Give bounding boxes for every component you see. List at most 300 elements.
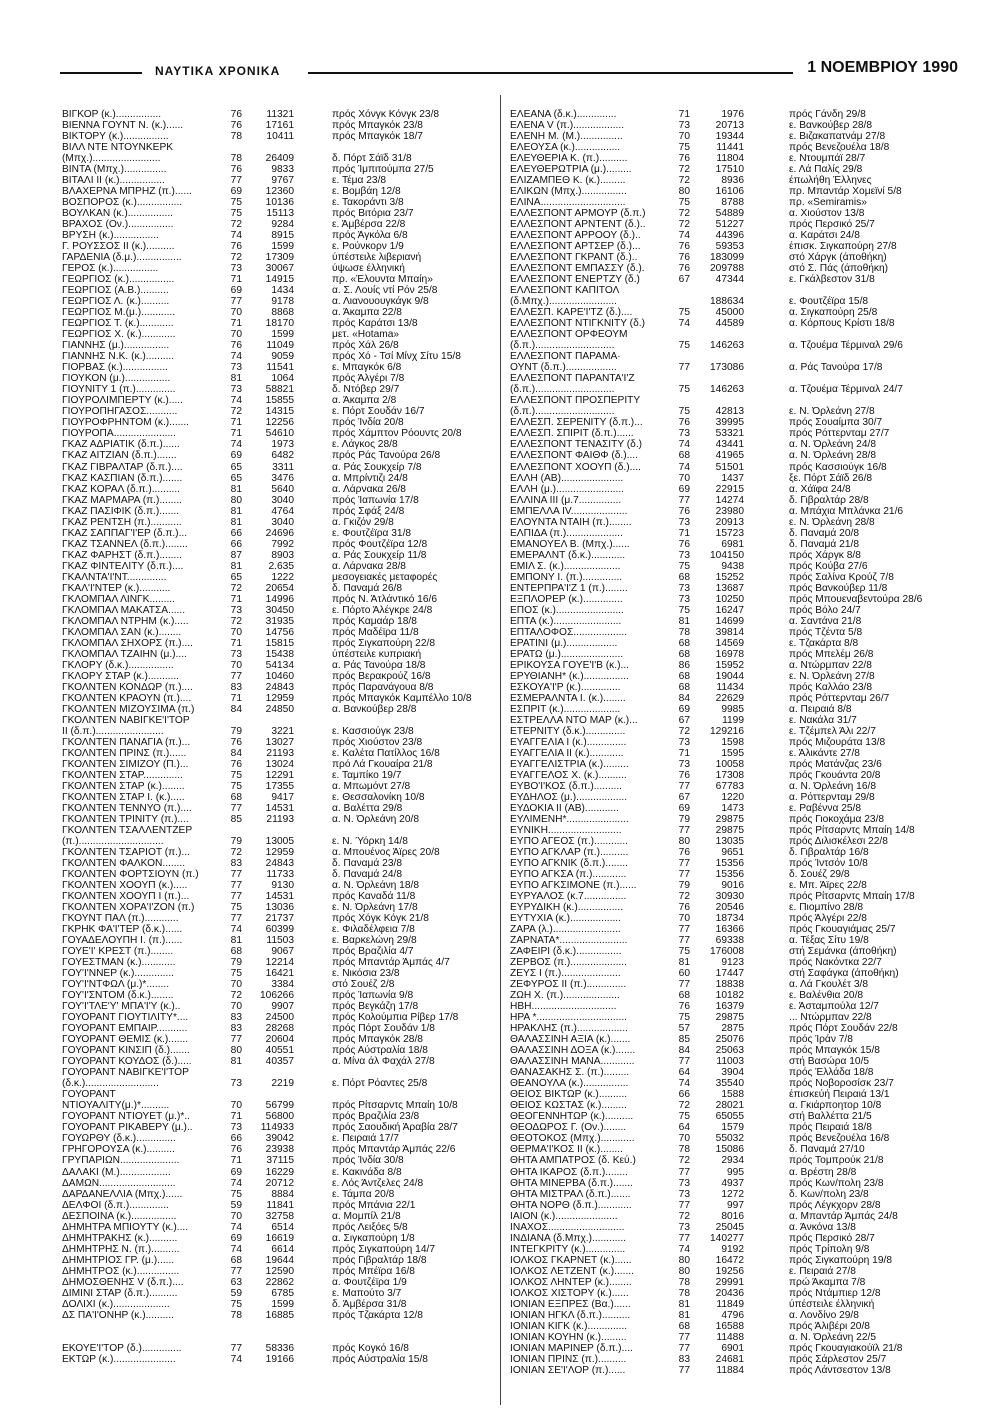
tonnage: 44396 [715,230,744,242]
tonnage: 1599 [271,329,294,341]
ship-name: ΙΟΛΚΟΣ ΛΕΤΖΕΝΤ (κ.)....... [510,1265,634,1277]
ship-status: ε. Ν. Όρλεάνη 27/8 [789,670,875,682]
tonnage: 1220 [721,791,744,803]
ship-status: πρός Φουτζέϊρα 12/8 [332,538,428,550]
ship-entry [510,990,960,1001]
ship-name: ΓΚΟΛΝΤΕΝ ΠΡΙΝΣ (π.)...... [62,747,187,759]
build-year: 75 [678,1012,690,1024]
ship-name: ΒΙΤΑΛΙ ΙΙ (κ.)................ [62,175,165,187]
ship-name: ΕΛΛΗ (ΑΒ)...................... [510,472,624,484]
ship-entry [62,506,482,517]
build-year: 69 [678,802,690,814]
ship-name: ΓΚΛΟΡΥ ΣΤΑΡ (κ.)........... [62,670,180,682]
build-year: 71 [230,1111,242,1123]
build-year: 79 [678,880,690,892]
ship-entry [510,109,960,120]
ship-entry [62,1122,482,1133]
ship-entry [510,329,960,340]
ship-name: ΓΚΛΟΜΠΑΛ ΤΖΑΙΗΝ (μ.).... [62,648,187,660]
build-year: 83 [678,1353,690,1365]
ship-entry [62,384,482,395]
ship-status: πρός Περσικό 28/7 [789,1232,875,1244]
ship-status: πρός Μπαγκόκ Καμπέλλο 10/8 [332,692,472,704]
tonnage: 16421 [265,968,294,980]
ship-name: ΓΚΟΛΝΤΕΝ ΤΣΑΛΛΕΝΤΖΕΡ [62,825,193,837]
ship-status: πρός Μπουεναβεντούρα 28/6 [789,593,923,605]
ship-status: δ. Άμβέρσα 31/8 [332,1298,407,1310]
tonnage: 14315 [265,406,294,418]
ship-status: ε. Πόρτ Ρόαντες 25/8 [332,1078,428,1090]
tonnage: 32758 [265,1210,294,1222]
build-year: 73 [678,428,690,440]
ship-entry [62,439,482,450]
build-year: 71 [230,274,242,286]
ship-name: ΓΚΟΛΝΤΕΝ ΤΕΝΝΥΟ (π.).... [62,802,192,814]
ship-name: ΖΕΦΥΡΟΣ ΙΙ (π.).............. [510,979,627,991]
ship-name: ΕΛΛΕΣΠΟΝΤ ΑΡΤΣΕΡ (δ.)... [510,241,641,253]
ship-entry [510,395,960,406]
tonnage: 58336 [265,1342,294,1354]
build-year: 74 [230,1243,242,1255]
ship-entry [510,726,960,737]
ship-status: πρός Μπάνια 22/1 [332,1199,416,1211]
build-year: 77 [230,880,242,892]
ship-name: ΕΛΙΚΩΝ (Μπχ.)................ [510,186,627,198]
ship-status: πρός Σφάξ 24/8 [332,505,405,517]
tonnage: 146263 [710,340,744,352]
ship-entry [510,1277,960,1288]
ship-name: ΗΡΑ *................................ [510,1012,627,1024]
ship-entry [510,880,960,891]
ship-status: πρός Βενεζουέλα 18/8 [789,142,890,154]
build-year: 73 [678,1177,690,1189]
ship-status: α. Σιγκαπούρη 1/8 [332,1232,415,1244]
build-year: 73 [230,1122,242,1134]
build-year: 74 [230,1177,242,1189]
build-year: 76 [678,241,690,253]
build-year: 72 [678,164,690,176]
ship-name: ΓΚΟΛΝΤΕΝ ΤΡΙΝΙΤΥ (π.).... [62,814,189,825]
build-year: 70 [230,307,242,319]
build-year: 73 [678,1221,690,1233]
ship-status: ε. Τζέμπελ Άλι 22/7 [789,725,876,737]
ship-entry [510,351,960,362]
ship-entry [510,1155,960,1166]
build-year: 77 [230,670,242,682]
ship-name: ΙΙ (δ.π.)........................ [62,725,164,737]
ship-entry [62,902,482,913]
ship-name: ΕΛΛΕΣΠΟΝΤ ΝΤΙΓΚΝΙΤΥ (δ.) [510,318,645,330]
ship-name: ΒΙΛΛ ΝΤΕ ΝΤΟΥΝΚΕΡΚ [62,142,174,154]
build-year: 76 [678,902,690,914]
ship-name: ΕΛΛΕΣΠ. ΣΠΙΡΙΤ (δ.π.)...... [510,428,634,440]
ship-name: ΗΡΑΚΛΗΣ (π.).................. [510,1023,628,1035]
ship-name: ΓΚΑΖ ΠΑΣΙΦΙΚ (δ.π.)....... [62,505,180,517]
ship-entry [510,1310,960,1321]
ship-entry [62,329,482,340]
ship-status: δ. Παναμά 26/8 [332,582,402,594]
ship-entry [510,1321,960,1332]
build-year: 77 [678,1232,690,1244]
ship-status: ε. Πειραιά 27/8 [789,1265,856,1277]
build-year: 78 [678,1287,690,1299]
tonnage: 8884 [271,1188,294,1200]
ship-name: ΕΛΟΥΝΤΑ ΝΤΑΙΗ (π.)........ [510,516,632,528]
build-year: 70 [678,1133,690,1145]
ship-name: ΙΝΑΧΟΣ........................... [510,1221,625,1233]
ship-entry [510,660,960,671]
ship-status: έπωλήθη Έλληνες [789,175,872,187]
ship-entry [510,175,960,186]
ship-entry [62,880,482,891]
tonnage: 1199 [722,714,744,726]
ship-name: ΓΚΛΟΜΠΑΛ ΛΙΝΓΚ......... [62,593,175,605]
tonnage: 9067 [271,946,294,958]
build-year: 75 [230,769,242,781]
build-year: 72 [230,406,242,418]
ship-name: ΙΟΝΙΑΝ ΚΟΥΗΝ (κ.)......... [510,1331,627,1343]
tonnage: 37115 [266,1155,294,1167]
ship-entry [62,539,482,550]
ship-entry [62,924,482,935]
ship-name: ΘΑΛΑΣΣΙΝΗ ΜΑΝΑ............ [510,1056,635,1068]
ship-status: α. Φουτζέϊρα 1/9 [332,1276,407,1288]
header-rule-left [60,72,142,74]
tonnage: 6514 [271,1221,294,1233]
ship-entry [510,1056,960,1067]
build-year: 70 [678,472,690,484]
ship-name: ΓΚΟΥΝΤ ΠΑΛ (π.)............ [62,913,179,925]
tonnage: 9016 [721,880,744,892]
ship-entry [62,935,482,946]
build-year: 73 [230,362,242,374]
ship-entry [62,825,482,836]
ship-status: ε. Τέμα 23/8 [332,175,387,187]
tonnage: 54134 [265,659,294,671]
build-year: 77 [230,869,242,881]
ship-entry [510,362,960,373]
ship-status: πρός Βόλο 24/7 [789,604,861,616]
ship-status: πρός Σιγκαπούρη 19/8 [789,1254,892,1266]
tonnage: 15356 [715,869,744,881]
build-year: 83 [230,681,242,693]
ship-status: α. Άκαμπα 22/8 [332,307,402,319]
ship-status: έπισκ. Σιγκαπούρη 27/8 [789,241,897,253]
ship-entry [510,406,960,417]
ship-entry [510,979,960,990]
ship-status: α. Ν. Όρλεάνη 16/8 [789,780,877,792]
ship-name: ΕΥΠΟ ΑΓΚΣΑ (π.)............ [510,869,627,881]
build-year: 69 [230,186,242,198]
tonnage: 10182 [715,990,744,1002]
tonnage: 35540 [715,1078,744,1090]
build-year: 80 [678,1265,690,1277]
build-year: 72 [678,891,690,903]
tonnage: 9907 [271,1001,294,1013]
build-year: 76 [230,340,242,352]
tonnage: 995 [727,1166,744,1178]
build-year: 68 [678,637,690,649]
ship-status: πρός Σουαίμπα 30/7 [789,417,883,429]
ship-name: ΓΕΩΡΓΙΟΣ (Α.Β.).......... [62,285,169,297]
ship-status: πρός Λέγκχορν 28/8 [789,1199,881,1211]
ship-name: ΒΡΑΧΟΣ (Ον.)................ [62,219,174,231]
build-year: 72 [230,990,242,1002]
ship-entry [62,1155,482,1166]
ship-status: πρός Κων/πολη 23/8 [789,1177,884,1189]
tonnage: 19044 [715,670,744,682]
ship-entry [510,1299,960,1310]
ship-name: ΓΙΑΝΝΗΣ (μ.)................ [62,340,170,352]
ship-status: πρός Χιούστον 23/8 [332,736,423,748]
ship-entry [510,913,960,924]
build-year: 68 [678,670,690,682]
ship-entry [62,1222,482,1233]
ship-name: ΔΕΛΦΟΙ (δ.π.).............. [62,1199,169,1211]
ship-entry [62,164,482,175]
tonnage: 30930 [715,891,744,903]
ship-entry [62,847,482,858]
ship-entry [62,417,482,428]
tonnage: 8868 [271,307,294,319]
ship-name: ΖΕΡΒΟΣ (π.).................... [510,957,627,969]
ship-entry [510,770,960,781]
tonnage: 9059 [271,351,294,363]
build-year: 77 [678,362,690,374]
tonnage: 9833 [271,164,294,176]
tonnage: 1588 [721,1089,744,1101]
ship-name: ΕΛΕΝΑ V (π.).................. [510,120,625,132]
ship-name: (Μπχ.)........................ [62,153,161,165]
ship-name: ΕΜΠΕΛΛΑ ΙV.................... [510,505,628,517]
tonnage: 173086 [710,362,744,374]
ship-entry [510,935,960,946]
build-year: 74 [230,230,242,242]
tonnage: 1976 [721,109,744,120]
ship-status: μεσογειακές μεταφορές [332,571,438,583]
ship-entry [510,781,960,792]
ship-entry [510,759,960,770]
ship-name: ΓΕΩΡΓΙΟΣ Λ. (κ.).......... [62,296,170,308]
tonnage: 20654 [265,582,294,594]
tonnage: 29875 [715,814,744,825]
tonnage: 14569 [715,637,744,649]
tonnage: 3904 [721,1067,744,1079]
build-year: 65 [230,472,242,484]
ship-entry [62,1354,482,1365]
tonnage: 56800 [265,1111,294,1123]
ship-status: πρός Λειξόες 5/8 [332,1221,408,1233]
build-year: 75 [230,197,242,209]
build-year: 75 [230,1188,242,1200]
ship-status: δ. Ντόβερ 29/7 [332,384,400,396]
ship-entry [510,1233,960,1244]
ship-status: α. Μπουένος Άϊρες 20/8 [332,847,440,859]
ship-name: ΓΡΥΠΑΡΙΩΝ..................... [62,1155,180,1167]
ship-entry [510,1332,960,1343]
ship-name: ΕΠΟΣ (κ.)........................ [510,604,624,616]
ship-entry [62,528,482,539]
ship-name: ΕΣΚΟΥΑ'Ι'Ρ (κ.).............. [510,681,621,693]
ship-status: ε. Φιλαδέλφεια 7/8 [332,924,415,936]
ship-status: α. Ράς Σουκχείρ 11/8 [332,549,427,561]
tonnage: 16588 [715,1320,744,1332]
ship-status: α. Καράτσι 24/8 [789,230,860,242]
tonnage: 15952 [715,659,744,671]
ship-entry [510,153,960,164]
ship-name: ΕΛΛΕΣΠΟΝΤ ΠΡΟΣΠΕΡΙΤΥ [510,395,641,407]
tonnage: 3040 [271,516,294,528]
ship-entry [510,263,960,274]
ship-status: α. Άκαμπα 2/8 [332,395,397,407]
ship-entry [62,858,482,869]
build-year: 70 [230,329,242,341]
ship-status: α. Γκιζόν 29/8 [332,516,394,528]
ship-name: ΓΚΑΖ ΣΑΠΠΑΓ'Ι'ΕΡ (δ.π.)... [62,527,188,539]
build-year: 67 [678,714,690,726]
ship-name: ΙΝΤΕΓΚΡΙΤΥ (κ.).............. [510,1243,626,1255]
tonnage: 16472 [715,1254,744,1266]
ship-name: ΒΟΥΛΚΑΝ (κ.)................ [62,208,174,220]
ship-status: πρός Καλλάο 23/8 [789,681,873,693]
tonnage: 9284 [271,219,294,231]
ship-name: ΕΥΔΟΚΙΑ ΙΙ (ΑΒ)............ [510,802,619,814]
ship-status: πρός Βεγκάζη 17/8 [332,1001,419,1013]
ship-name: ΓΟΥΟΡΑΝΤ ΝΤΙΟΥΕΤ (μ.)*.. [62,1111,190,1123]
ship-entry [510,340,960,351]
ship-entry [510,208,960,219]
ship-name: ΓΟΥΕΣΤΜΑΝ (κ.)............ [62,957,176,969]
ship-entry [62,230,482,241]
tonnage: 13005 [265,836,294,848]
tonnage: 14915 [265,274,294,286]
ship-status: πρός Ίαπωνία 17/8 [332,494,419,506]
ship-name: ΔΟΛΙΧΙ (κ.).................... [62,1298,170,1310]
ship-status: ε. Ν. Ύόρκη 14/8 [332,836,408,848]
ship-name: ΒΙΝΤΑ (Μπχ.)............... [62,164,167,176]
ship-name: ΓΟΥ'Ι'ΝΤΦΩΛ (μ.)*........ [62,979,170,991]
build-year: 77 [678,1331,690,1343]
tonnage: 44589 [715,318,744,330]
ship-entry [510,1078,960,1089]
build-year: 80 [230,1045,242,1057]
ship-status: ε. Βιζακαπατνάμ 27/8 [789,131,886,143]
tonnage: 183099 [710,252,744,264]
tonnage: 16619 [265,1232,294,1244]
ship-status: πρός Μπαγκόκ 28/8 [332,1034,423,1046]
ship-name: ΒΛΑΧΕΡΝΑ ΜΠΡΗΖ (π.)...... [62,186,192,198]
build-year: 71 [230,637,242,649]
build-year: 73 [678,120,690,132]
ship-name: ΓΚΟΛΝΤΕΝ ΦΟΡΤΣΙΟΥΝ (π.) [62,869,199,881]
tonnage: 10058 [715,758,744,770]
ship-status: πρός Βιτόρια 23/7 [332,208,414,220]
ship-entry [62,241,482,252]
tonnage: 17309 [265,252,294,264]
tonnage: 11503 [266,935,294,947]
ship-status: α. Βρέστη 28/8 [789,1166,857,1178]
ship-entry [62,285,482,296]
build-year: 72 [678,1210,690,1222]
ship-name: ΔΕΣΠΟΙΝΑ (κ.)................ [62,1210,177,1222]
ship-status: πρός Αύστραλία 18/8 [332,1045,428,1057]
build-year: 76 [678,847,690,859]
tonnage: 25076 [715,1034,744,1046]
build-year: 74 [230,395,242,407]
ship-entry [62,1111,482,1122]
ship-name: ΕΜΠΟΝΥ Ι. (π.).............. [510,571,623,583]
ship-status: πρός Έλλάδα 18/8 [789,1067,874,1079]
ship-status: πρός Μπαγκόκ 15/8 [789,1045,880,1057]
ship-entry [62,1178,482,1189]
ship-name: ΘΗΤΑ ΜΙΝΕΡΒΑ (δ.π.)....... [510,1177,633,1189]
page-header [60,59,958,84]
build-year: 72 [230,847,242,859]
ship-status: πρός Χόνγκ Κόνγκ 23/8 [332,109,440,120]
tonnage: 11841 [266,1199,294,1211]
build-year: 77 [678,1342,690,1354]
ship-name: ΙΟΝΙΑΝ ΜΑΡΙΝΕΡ (δ.π.).... [510,1342,633,1354]
ship-entry [62,1056,482,1067]
tonnage: 29875 [715,1012,744,1024]
ship-status: πρός Μιζουράτα 13/8 [789,736,886,748]
tonnage: 11884 [716,1364,744,1376]
ship-status: α. Χιούστον 13/8 [789,208,865,220]
ship-entry [510,1133,960,1144]
tonnage: 14531 [265,802,294,814]
ship-name: ΓΚΟΛΝΤΕΝ ΧΟΟΥΠ (κ.)..... [62,880,188,892]
build-year: 69 [230,450,242,462]
build-year: 65 [230,571,242,583]
build-year: 67 [678,274,690,286]
ship-name: ΕΛΛΕΣΠΟΝΤ ΕΝΕΡΤΖΥ (δ.) [510,274,640,286]
ship-name: ΕΥΡΥΔΙΚΗ (κ.)................ [510,902,624,914]
ship-status: πρός Μπαντάρ Άμπάς 4/7 [332,957,450,969]
tonnage: 8903 [271,549,294,561]
tonnage: 1434 [271,285,294,297]
ship-entry [62,1310,482,1321]
build-year: 83 [230,1023,242,1035]
build-year: 80 [230,494,242,506]
ship-entry [510,550,960,561]
ship-status: ε. Άσταμπούλα 12/7 [789,1001,879,1013]
ship-entry [62,1078,482,1089]
build-year: 74 [678,230,690,242]
ship-status: στό Σουέζ 2/8 [332,979,395,991]
tonnage: 6482 [271,450,294,462]
ship-status: α. Βανκούβερ 28/8 [332,703,417,715]
ship-status: ε. Μπ. Άϊρες 22/8 [789,880,867,892]
ship-name: ΒΙΚΤΟΡΥ (κ.)................ [62,131,169,143]
build-year: 73 [230,263,242,275]
ship-name: ΓΕΡΟΣ (κ.)................ [62,263,159,275]
ship-entry [510,1023,960,1034]
ship-status: πρός Άλγέρι 7/8 [332,373,405,385]
tonnage: 11849 [716,1298,744,1310]
ship-name: ΕΡΑΤΩ (μ.)...................... [510,648,624,660]
ship-status: ε. Πόρτο Άλέγκρε 24/8 [332,604,433,616]
ship-status: πρός Ίράν 7/8 [789,1034,853,1046]
ship-entry [62,186,482,197]
ship-name: ΓΚΑΖ ΤΣΑΝΝΕΛ (δ.π.)........ [62,538,188,550]
build-year: 71 [230,417,242,429]
ship-entry [510,1222,960,1233]
ship-entry [62,1266,482,1277]
tonnage: 25063 [715,1045,744,1057]
ship-entry [62,1200,482,1211]
build-year: 78 [678,1276,690,1288]
tonnage: 20712 [265,1177,294,1189]
